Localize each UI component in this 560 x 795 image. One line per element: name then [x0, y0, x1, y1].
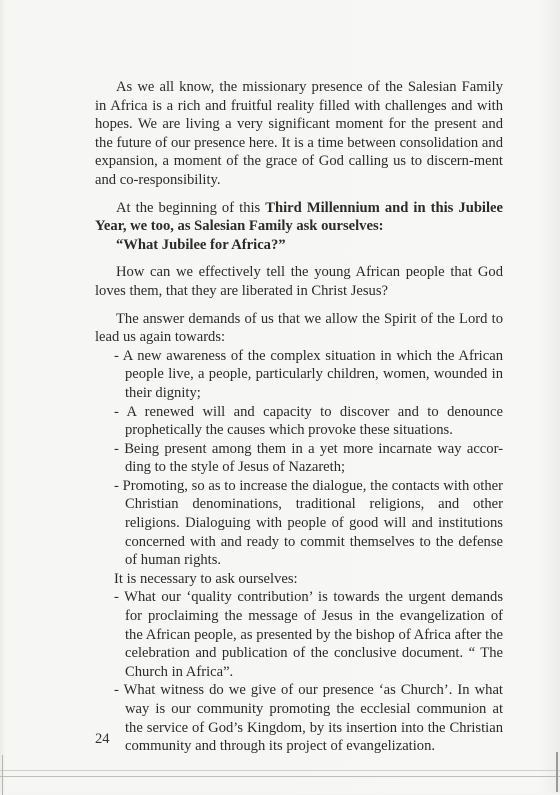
list-item: - Promoting, so as to increase the dialogue, the contacts with other Christian denominations, traditional religions, and other religions. Dialoguing with people of good will and institutions concerned with and ready to commit themselves to the defense of human rights.: [114, 477, 503, 569]
list-towards: [95, 347, 503, 570]
page-number: 24: [95, 731, 110, 747]
jubilee-question: “What Jubilee for Africa?”: [116, 236, 286, 253]
list-item: - What our ‘quality contribution’ is towards the urgent demands for proclaiming the message of Jesus in the evangelization of the African people, as presented by the bishop of Africa after the celebration and publication of the conclusive document. “ The Church in Africa”.: [114, 589, 503, 680]
paragraph-ask-ourselves: It is necessary to ask ourselves:: [114, 570, 298, 587]
paragraph-jubilee-bold: Third Millennium and in this Jubilee Year, we too, as Salesian Family ask ourselves:: [95, 199, 503, 235]
list-item: - Being present among them in a yet more incarnate way accor-ding to the style of Jesus of Nazareth;: [114, 440, 503, 476]
scan-edge-mark: [556, 752, 558, 792]
paragraph-question: How can we effectively tell the young African people that God loves them, that they are liberated in Christ Jesus?: [95, 264, 503, 299]
paragraph-jubilee: [95, 199, 503, 236]
paragraph-jubilee-lead: At the beginning of this: [116, 199, 266, 216]
scan-edge-line: [0, 776, 560, 777]
list-item: - A renewed will and capacity to discover and to denounce prophetically the causes which provoke these situations.: [114, 403, 503, 439]
list-questions: [95, 588, 503, 755]
scan-edge-line: [0, 770, 560, 771]
page-body: [95, 78, 503, 756]
paragraph-intro: As we all know, the missionary presence of the Salesian Family in Africa is a rich and fruitful reality filled with challenges and with hopes. We are living a very significant moment for the present and the future of our presence here. It is a time between consolidation and expansion, a moment of the grace of God calling us to discern-ment and co-responsibility.: [95, 79, 503, 188]
list-item: - What witness do we give of our presence ‘as Church’. In what way is our community promoting the ecclesial communion at the service of God’s Kingdom, by its insertion into the Christian community and through its project of evangelization.: [114, 682, 503, 755]
list-item: - A new awareness of the complex situation in which the African people live, a people, particularly children, women, wounded in their dignity;: [114, 347, 503, 401]
paragraph-answer: The answer demands of us that we allow the Spirit of the Lord to lead us again towards:: [95, 310, 503, 346]
scan-edge-mark: [2, 755, 3, 795]
